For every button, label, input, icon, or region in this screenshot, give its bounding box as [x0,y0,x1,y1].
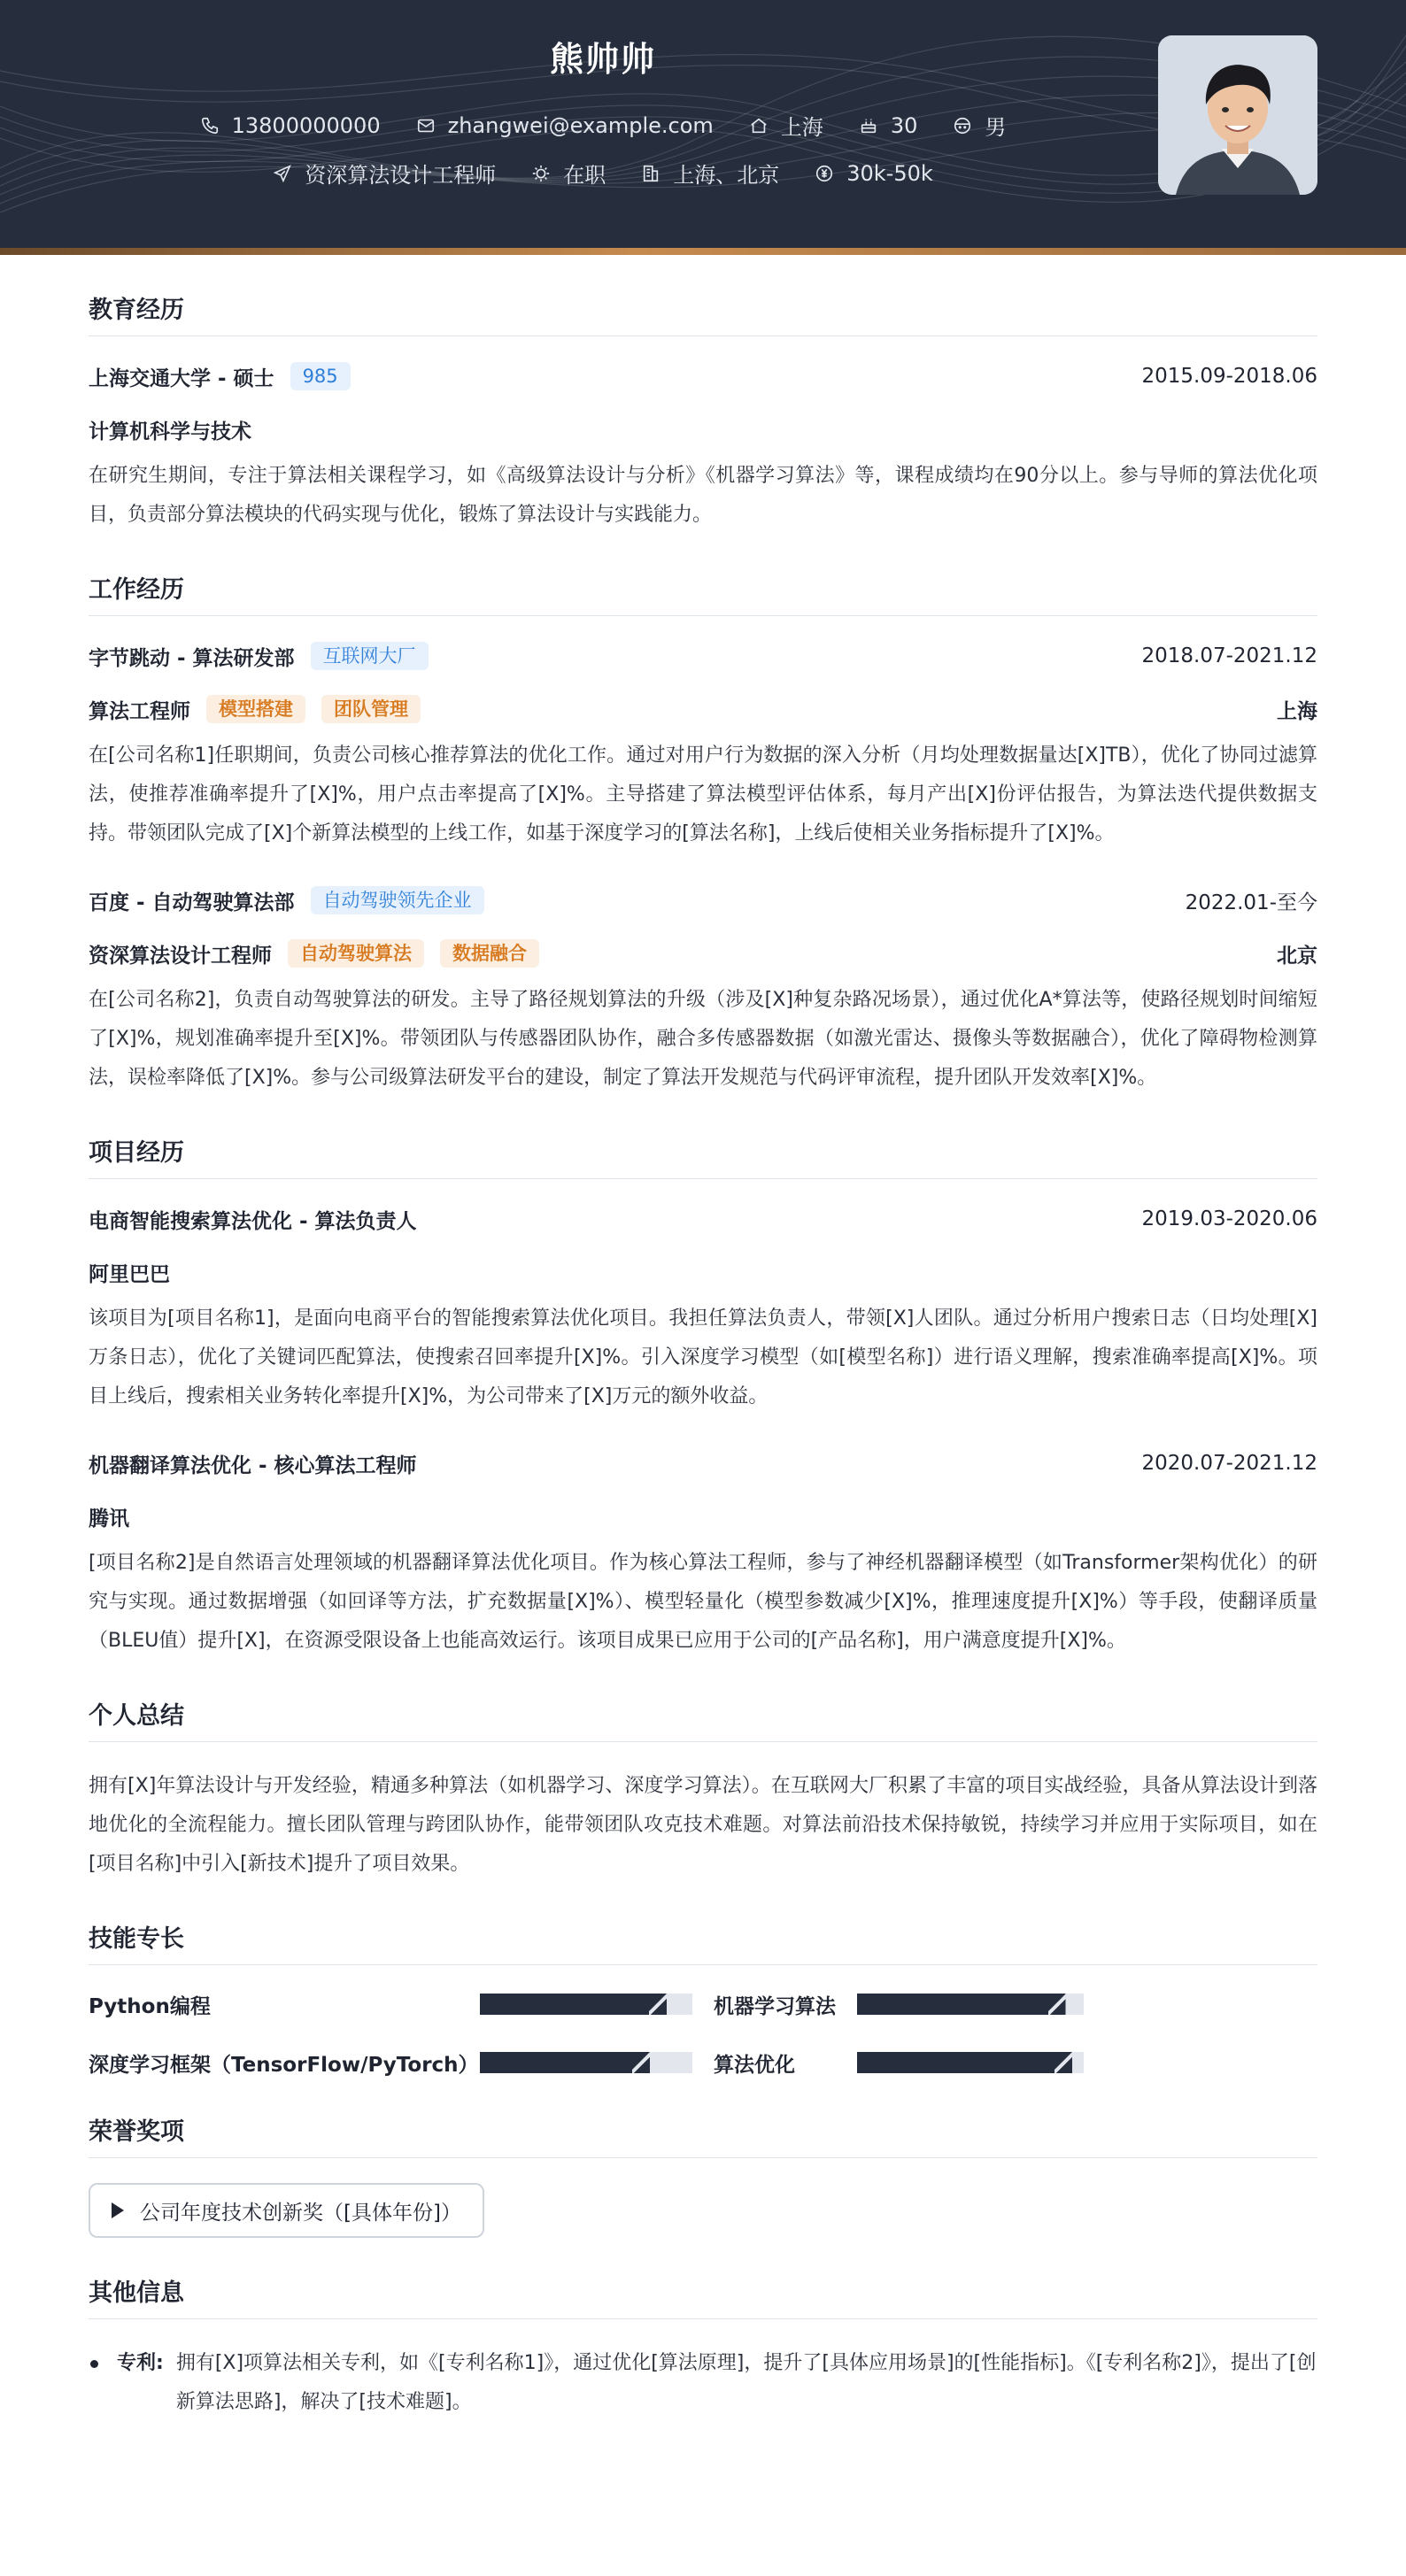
work-location: 上海 [1277,699,1317,723]
award-item[interactable] [89,2183,484,2238]
skill-level-bar [857,1994,1084,2015]
resume-header [0,0,1406,248]
summary-title: 个人总结 [89,1696,1317,1742]
skill-name: 深度学习框架（TensorFlow/PyTorch） [89,2053,479,2077]
work-company-row [89,641,1317,671]
play-triangle-icon [112,2202,124,2218]
header-accent-bar [0,248,1406,255]
status-info [531,158,606,189]
skill-name: Python编程 [89,1994,211,2018]
send-icon [273,164,292,183]
skills-title: 技能专长 [89,1919,1317,1965]
target-city-info [641,158,779,189]
city-info [749,110,823,141]
other-key: 专利: [117,2352,164,2374]
skill-name: 机器学习算法 [714,1994,836,2018]
skill-level-fill [480,2052,650,2073]
gender-text: 男 [985,115,1007,140]
honors-section [89,2112,1317,2238]
major-row [89,414,1317,444]
status-icon [531,164,551,183]
email-info [416,113,714,138]
work-company: 字节跳动 - 算法研发部 [89,646,295,670]
education-description: 在研究生期间，专注于算法相关课程学习，如《高级算法设计与分析》《机器学习算法》等，课程成绩均在90分以上。参与导师的算法优化项目，负责部分算法模块的代码实现与优化，锻炼了算法设计与实践能力。 [89,465,1317,526]
home-icon [749,116,769,135]
skill-level-bar [480,2052,692,2073]
work-location: 北京 [1277,944,1317,968]
work-role-row [89,938,1317,968]
skill-item [714,1990,1317,2018]
skills-section [89,1919,1317,2077]
list-item [89,2344,1317,2422]
project-name: 机器翻译算法优化 - 核心算法工程师 [89,1454,417,1477]
project-name-row [89,1448,1317,1478]
major-name: 计算机科学与技术 [89,420,251,443]
projects-section [89,1133,1317,1661]
work-role-row [89,694,1317,724]
salary-text: 30k-50k [846,160,933,186]
work-role-tag: 数据融合 [440,939,539,968]
project-description: [项目名称2]是自然语言处理领域的机器翻译算法优化项目。作为核心算法工程师，参与了神经机器翻译模型（如Transformer架构优化）的研究与实现。通过数据增强（如回译等方法，扩充数据量[X]%）、模型轻量化（模型参数减少[X]%，推理速度提升[X]%）等手段，使翻译质量（BLEU值）提升[X]，在资源受限设备上也能高效运行。该项目成果已应用于公司的[产品名称]，用户满意度提升[X]%。 [89,1552,1317,1652]
phone-text: 13800000000 [231,112,381,138]
summary-section [89,1696,1317,1884]
education-row [89,361,1317,391]
work-company-row [89,885,1317,915]
project-period: 2019.03-2020.06 [1141,1207,1317,1230]
school-tag: 985 [290,362,351,390]
school-name: 上海交通大学 - 硕士 [89,366,274,390]
work-company-tag: 互联网大厂 [311,642,429,670]
other-value: 拥有[X]项算法相关专利，如《[专利名称1]》，通过优化[算法原理]，提升了[具体应用场景]的[性能指标]。《[专利名称2]》，提出了[创新算法思路]，解决了[技术难题]。 [175,2352,1317,2413]
job-intent-row [0,158,1206,189]
others-list [89,2344,1317,2422]
summary-text: 拥有[X]年算法设计与开发经验，精通多种算法（如机器学习、深度学习算法）。在互联网大厂积累了丰富的项目实战经验，具备从算法设计到落地优化的全流程能力。擅长团队管理与跨团队协作，能带领团队攻克技术难题。对算法前沿技术保持敏锐，持续学习并应用于实际项目，如在[项目名称]中引入[新技术]提升了项目效果。 [89,1775,1317,1875]
status-text: 在职 [563,163,606,188]
skill-level-bar [857,2052,1084,2073]
skills-grid [89,1990,1317,2077]
education-section [89,290,1317,535]
work-role-tag: 模型搭建 [206,695,305,723]
project-item [89,1448,1317,1661]
education-title: 教育经历 [89,290,1317,336]
project-org: 腾讯 [89,1507,129,1531]
project-org-row [89,1257,1317,1287]
user-face-icon [953,116,972,135]
phone-info [200,113,381,138]
project-period: 2020.07-2021.12 [1141,1452,1317,1475]
project-name: 电商智能搜索算法优化 - 算法负责人 [89,1209,417,1233]
yuan-coin-icon [815,164,834,183]
work-title: 工作经历 [89,570,1317,616]
honors-title: 荣誉奖项 [89,2112,1317,2158]
cake-icon [859,116,878,135]
project-item [89,1204,1317,1416]
project-org-row [89,1501,1317,1531]
project-org: 阿里巴巴 [89,1262,170,1286]
work-company: 百度 - 自动驾驶算法部 [89,891,295,914]
position-info [273,158,496,189]
work-role-tag: 团队管理 [321,695,421,723]
salary-info [815,161,933,186]
candidate-name: 熊帅帅 [549,40,656,79]
skill-name: 算法优化 [714,2053,795,2077]
mail-icon [416,116,436,135]
work-section [89,570,1317,1098]
others-title: 其他信息 [89,2273,1317,2319]
work-role: 算法工程师 [89,699,190,723]
skill-item [714,2048,1317,2077]
award-text: 公司年度技术创新奖（[具体年份]） [140,2201,461,2225]
work-company-tag: 自动驾驶领先企业 [311,886,484,914]
position-text: 资深算法设计工程师 [305,163,497,188]
work-period: 2022.01-至今 [1185,891,1317,914]
building-icon [641,164,661,183]
city-text: 上海 [780,115,823,140]
work-role-tag: 自动驾驶算法 [288,939,424,968]
target-city-text: 上海、北京 [673,163,780,188]
work-period: 2018.07-2021.12 [1141,644,1317,667]
skill-level-fill [857,2052,1072,2073]
work-description: 在[公司名称1]任职期间，负责公司核心推荐算法的优化工作。通过对用户行为数据的深入分析（月均处理数据量达[X]TB），优化了协同过滤算法，使推荐准确率提升了[X]%，用户点击率提高了[X]%。主导搭建了算法模型评估体系，每月产出[X]份评估报告，为算法迭代提供数据支持。带领团队完成了[X]个新算法模型的上线工作，如基于深度学习的[算法名称]，上线后使相关业务指标提升了[X]%。 [89,744,1317,845]
avatar-portrait [1158,35,1317,195]
work-item [89,885,1317,1098]
skill-level-fill [857,1994,1066,2015]
others-section [89,2273,1317,2422]
age-text: 30 [890,112,918,138]
resume-content [89,255,1317,2422]
gender-info [953,110,1006,141]
education-period: 2015.09-2018.06 [1141,365,1317,388]
contact-row [0,110,1206,141]
project-description: 该项目为[项目名称1]，是面向电商平台的智能搜索算法优化项目。我担任算法负责人，带领[X]人团队。通过分析用户搜索日志（日均处理[X]万条日志），优化了关键词匹配算法，使搜索召回率提升[X]%。引入深度学习模型（如[模型名称]）进行语义理解，搜索准确率提高[X]%。项目上线后，搜索相关业务转化率提升[X]%，为公司带来了[X]万元的额外收益。 [89,1307,1317,1408]
projects-title: 项目经历 [89,1133,1317,1179]
work-role: 资深算法设计工程师 [89,944,272,968]
skill-item [89,1990,714,2018]
email-text: zhangwei@example.com [447,112,714,138]
skill-level-fill [480,1994,667,2015]
work-item [89,641,1317,853]
age-info [859,113,918,138]
profile-photo [1158,35,1317,195]
project-name-row [89,1204,1317,1234]
phone-icon [200,116,220,135]
skill-level-bar [480,1994,692,2015]
skill-item [89,2048,714,2077]
work-description: 在[公司名称2]，负责自动驾驶算法的研发。主导了路径规划算法的升级（涉及[X]种复杂路况场景），通过优化A*算法等，使路径规划时间缩短了[X]%，规划准确率提升至[X]%。带领团队与传感器团队协作，融合多传感器数据（如激光雷达、摄像头等数据融合），优化了障碍物检测算法，误检率降低了[X]%。参与公司级算法研发平台的建设，制定了算法开发规范与代码评审流程，提升团队开发效率[X]%。 [89,989,1317,1089]
